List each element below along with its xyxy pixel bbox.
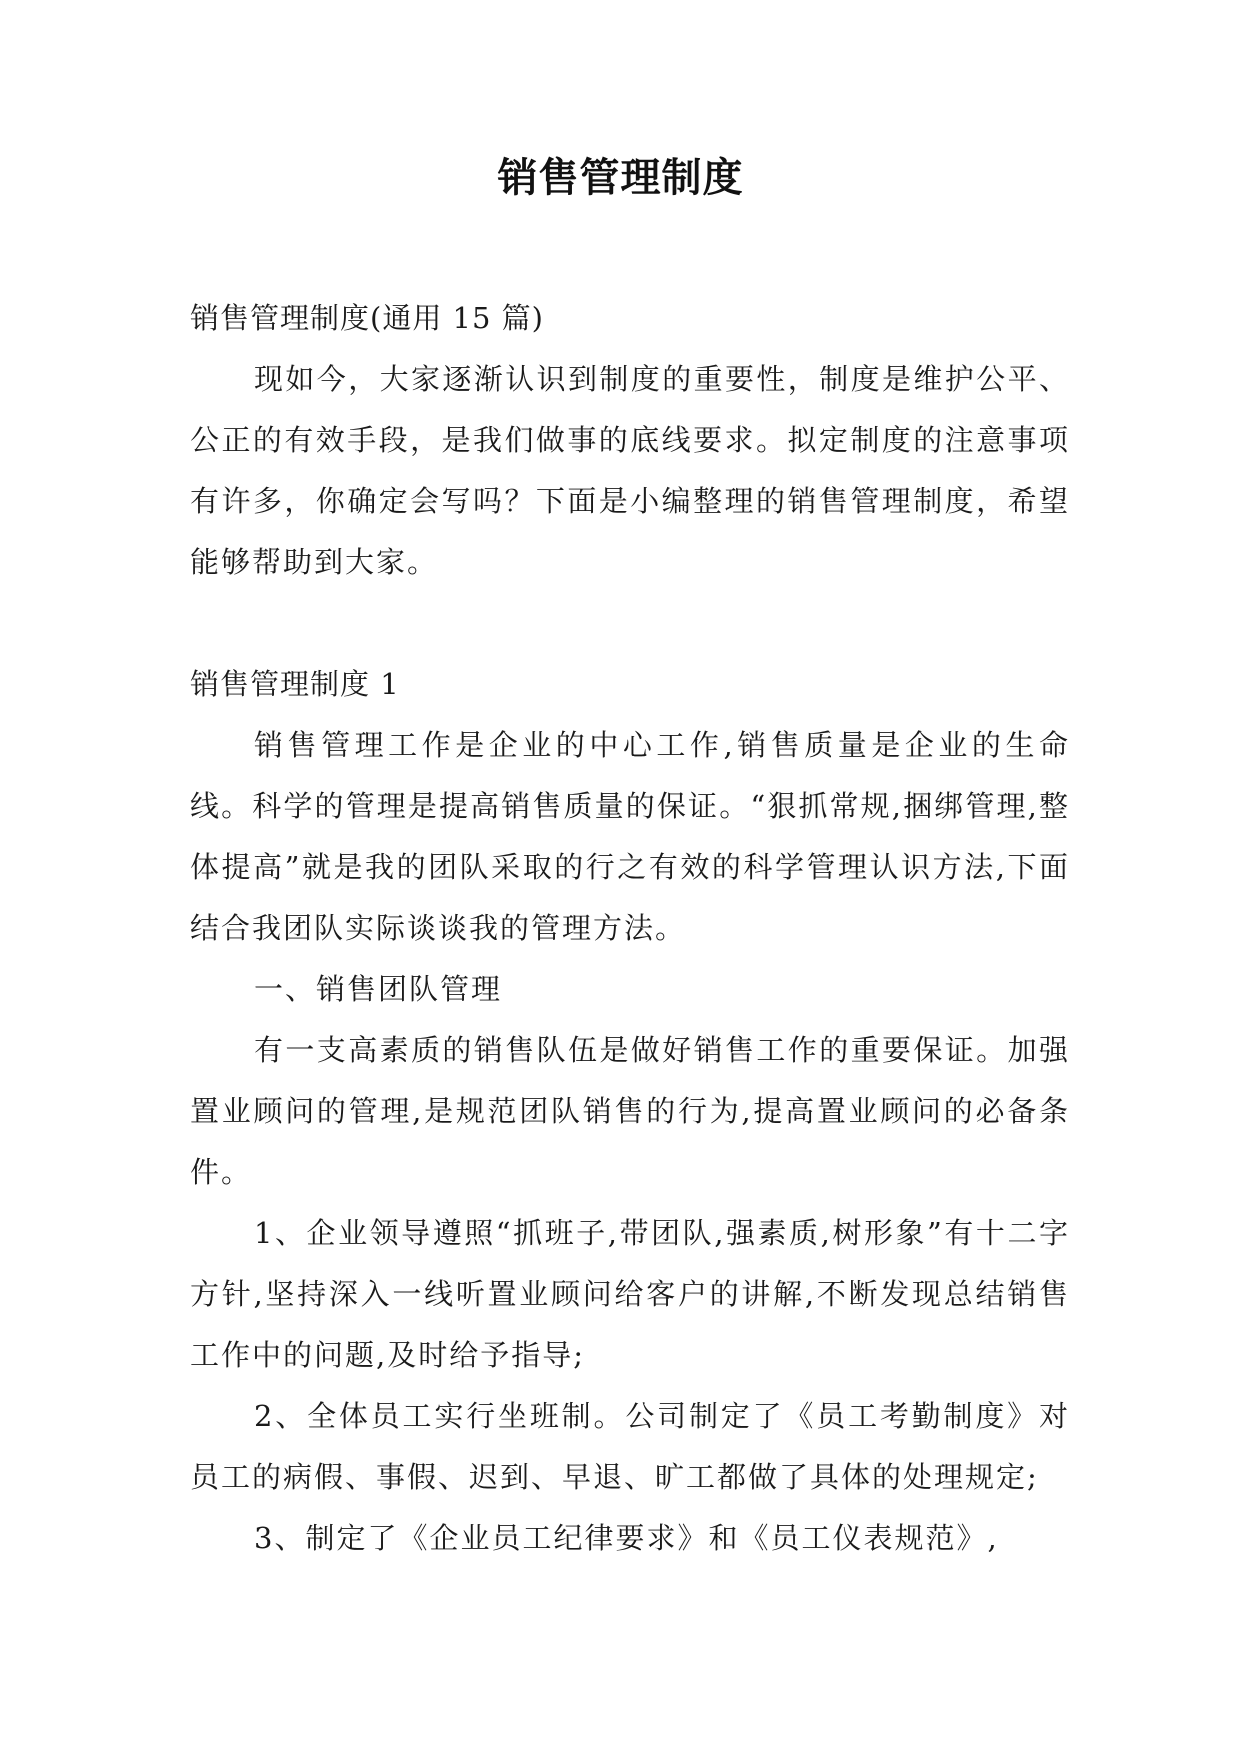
intro-paragraph: 现如今，大家逐渐认识到制度的重要性，制度是维护公平、公正的有效手段，是我们做事的底线要求。拟定制度的注意事项有许多，你确定会写吗？下面是小编整理的销售管理制度，希望能够帮助到大家。 [190, 362, 1070, 579]
body-paragraph: 有一支高素质的销售队伍是做好销售工作的重要保证。加强置业顾问的管理,是规范团队销售的行为,提高置业顾问的必备条件。 [190, 1033, 1070, 1189]
subsection-heading: 一、销售团队管理 [254, 972, 503, 1006]
document-body [190, 288, 1070, 1569]
section-heading: 销售管理制度 1 [190, 667, 400, 701]
list-item: 3、制定了《企业员工纪律要求》和《员工仪表规范》, [254, 1521, 999, 1555]
list-item: 2、全体员工实行坐班制。公司制定了《员工考勤制度》对员工的病假、事假、迟到、早退、旷工都做了具体的处理规定; [190, 1399, 1070, 1494]
list-item: 1、企业领导遵照“抓班子,带团队,强素质,树形象”有十二字方针,坚持深入一线听置业顾问给客户的讲解,不断发现总结销售工作中的问题,及时给予指导; [190, 1216, 1070, 1372]
body-paragraph: 销售管理工作是企业的中心工作,销售质量是企业的生命线。科学的管理是提高销售质量的保证。“狠抓常规,捆绑管理,整体提高”就是我的团队采取的行之有效的科学管理认识方法,下面结合我团队实际谈谈我的管理方法。 [190, 728, 1070, 945]
document-subtitle: 销售管理制度(通用 15 篇) [190, 301, 544, 335]
document-title: 销售管理制度 [497, 155, 744, 201]
